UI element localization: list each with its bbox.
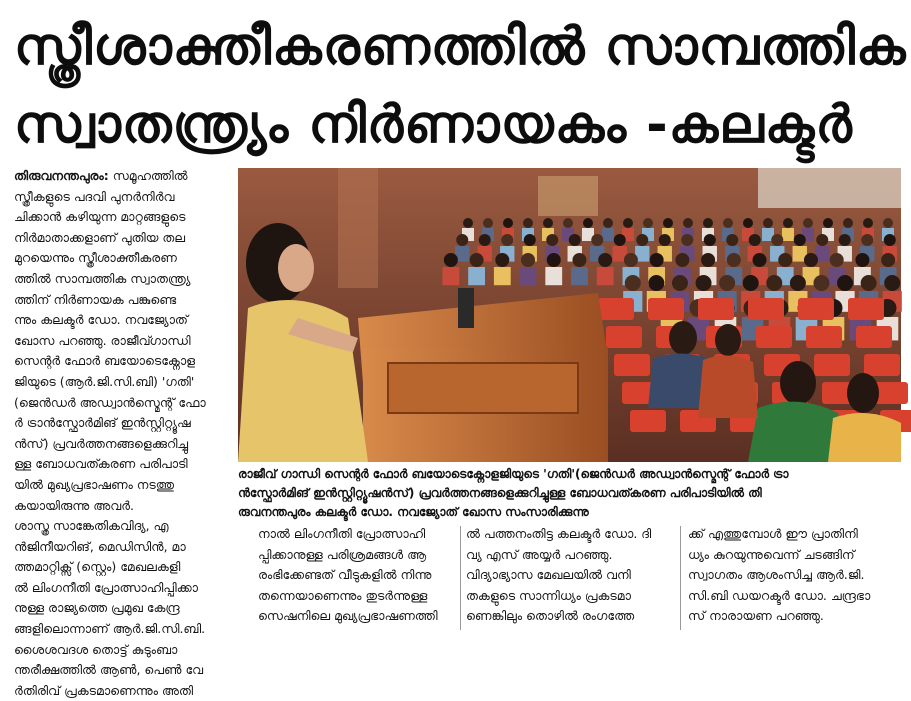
seat: [848, 298, 884, 320]
article-line: (ജെൻഡർ അഡ്വാൻസ്മെന്റ് ഫോ: [14, 394, 206, 410]
front-person-hair: [780, 361, 816, 405]
audience-member-head: [683, 218, 693, 228]
article-line: ക്ക് എത്തുമ്പോൾ ഈ പ്രാതിനി: [688, 526, 858, 541]
audience-member-body: [468, 267, 485, 285]
audience-member-head: [723, 218, 733, 228]
door: [538, 176, 598, 216]
article-line: ൻസ്) പ്രവർത്തനങ്ങളെക്കുറിച്ചു: [14, 435, 189, 451]
article-line: യിൽ മുഖ്യപ്രഭാഷണം നടത്തു: [14, 476, 175, 492]
article-line: സ്വാഗതം ആശംസിച്ച ആർ.ജി.: [688, 567, 865, 583]
audience-member-head: [479, 234, 491, 246]
audience-member-head: [884, 234, 896, 246]
audience-member-head: [463, 218, 473, 228]
article-line: സ്ത്രീകളുടെ പദവി പുനർനിർവ: [14, 188, 175, 204]
seat: [814, 354, 850, 376]
audience-member-head: [470, 253, 484, 267]
audience-member-head: [861, 234, 873, 246]
article-line: നുള്ള രാജ്യത്തെ പ്രമുഖ കേന്ദ്ര: [14, 600, 180, 616]
audience-member-head: [837, 275, 853, 291]
article-first-line: [14, 166, 232, 187]
article-line: ള്ള ബോധവത്കരണ പരിപാടി: [14, 456, 188, 472]
article-line: ൻജിനീയറിങ്, മെഡിസിൻ, മാ: [14, 538, 186, 554]
audience-member-head: [749, 234, 761, 246]
audience-member-head: [696, 275, 712, 291]
front-person-yellow: [828, 413, 901, 462]
seat: [748, 298, 784, 320]
audience-member-head: [563, 218, 573, 228]
audience-member-head: [648, 275, 664, 291]
article-line: ശൈശവദശ തൊട്ട് കുടുംബാ: [14, 641, 178, 657]
audience-member-head: [726, 234, 738, 246]
audience-member-head: [625, 275, 641, 291]
article-line: പ്പിക്കാനുള്ള പരിശ്രമങ്ങൾ ആ: [258, 546, 427, 562]
audience-member-head: [830, 253, 844, 267]
auditorium-photo: [238, 168, 901, 462]
caption-line: ൻസ്ഫോർമിങ് ഇൻസ്റ്റിറ്റ്യൂഷൻസ്) പ്രവർത്തനങ്ങളെക്കുറിച്ചുള്ള ബോധവത്കരണ പരിപാടിയിൽ തി: [238, 486, 762, 500]
audience-member-head: [839, 234, 851, 246]
article-line: ത്തമാറ്റിക്സ് (സ്റ്റെം) മേഖലകളി: [14, 559, 181, 575]
seat: [648, 298, 684, 320]
wall-panel: [338, 168, 378, 288]
article-line: നാൽ ലിംഗനീതി പ്രോത്സാഹി: [258, 526, 426, 541]
seat: [598, 298, 634, 320]
audience-member-head: [843, 218, 853, 228]
audience-member-head: [763, 218, 773, 228]
audience-member-head: [771, 234, 783, 246]
caption-line: രുവനന്തപുരം കലക്ടർ ഡോ. നവജ്യോത് ഖോസ സംസാരിക്കുന്നു: [238, 505, 589, 519]
audience-member-head: [591, 234, 603, 246]
seat: [614, 354, 650, 376]
article-first-line-text: സമൂഹത്തിൽ: [112, 168, 188, 183]
article-line: ണെങ്കിലും തൊഴിൽ രംഗത്തേ: [466, 608, 635, 624]
audience-member-head: [636, 234, 648, 246]
front-person-2-hair: [847, 373, 879, 413]
audience-member-head: [743, 218, 753, 228]
window-light: [758, 168, 901, 208]
audience-member-body: [782, 228, 794, 241]
audience-member-body: [442, 267, 459, 285]
audience-member-head: [546, 234, 558, 246]
audience-member-head: [766, 275, 782, 291]
audience-member-body: [545, 267, 562, 285]
audience-member-head: [704, 234, 716, 246]
article-line: സെഷനിലെ മുഖ്യപ്രഭാഷണത്തി: [258, 608, 438, 624]
article-column-2: [258, 524, 458, 632]
article-column-4: [688, 524, 902, 632]
audience-member-head: [572, 253, 586, 267]
audience-member-head: [804, 253, 818, 267]
article-line: ധ്യം കുറയുന്നുവെന്ന് ചടങ്ങിന്: [688, 546, 855, 562]
article-line: തകളുടെ സാന്നിധ്യം പ്രകടമാ: [466, 587, 631, 603]
article-line: ർതിരിവ് പ്രകടമാണെന്നും അതി: [14, 682, 194, 698]
article-line: കയായിരുന്നു അവർ.: [14, 497, 134, 513]
article-line: ന്തരീക്ഷത്തിൽ ആൺ, പെൺ വേ: [14, 662, 204, 678]
audience-member-head: [614, 234, 626, 246]
audience-member-head: [701, 253, 715, 267]
audience-member-head: [743, 275, 759, 291]
microphone: [458, 288, 474, 328]
audience-member-head: [483, 218, 493, 228]
audience-member-head: [703, 218, 713, 228]
audience-member-head: [603, 218, 613, 228]
audience-member-head: [794, 234, 806, 246]
audience-member-head: [863, 218, 873, 228]
audience-member-head: [623, 218, 633, 228]
article-line: ത്തിന് നിർണായക പങ്കുണ്ടെ: [14, 291, 177, 307]
audience-member-head: [681, 234, 693, 246]
article-line: ത്തിൽ സാമ്പത്തിക സ്വാതന്ത്ര്യ: [14, 270, 191, 286]
speaker-face: [278, 244, 314, 292]
audience-member-body: [602, 228, 614, 241]
photo-caption: [238, 465, 901, 522]
seated-man-head: [669, 321, 697, 355]
news-photo: [238, 168, 901, 462]
column-rule: [680, 526, 681, 630]
audience-member-head: [675, 253, 689, 267]
audience-member-head: [583, 218, 593, 228]
article-line: ജിയുടെ (ആർ.ജി.സി.ബി) 'ഗതി': [14, 373, 195, 389]
audience-member-head: [444, 253, 458, 267]
audience-member-head: [883, 218, 893, 228]
audience-member-head: [523, 218, 533, 228]
audience-member-head: [495, 253, 509, 267]
audience-member-head: [501, 234, 513, 246]
article-line: സെന്റർ ഫോർ ബയോടെക്നോള: [14, 353, 196, 369]
audience-member-body: [520, 267, 537, 285]
audience-member-head: [672, 275, 688, 291]
article-line: ഖോസ പറഞ്ഞു. രാജീവ്ഗാന്ധി: [14, 332, 191, 348]
audience-member-head: [803, 218, 813, 228]
article-line: ങ്ങളിലൊന്നാണ് ആർ.ജി.സി.ബി.: [14, 621, 206, 637]
audience-member-head: [503, 218, 513, 228]
article-line: വിദ്യാഭ്യാസ മേഖലയിൽ വനി: [466, 567, 631, 583]
caption-line: രാജീവ് ഗാന്ധി സെന്റർ ഫോർ ബയോടെക്നോളജിയുടെ 'ഗതി'(ജെൻഡർ അഡ്വാൻസ്മെന്റ് ഫോർ ട്രാ: [238, 467, 789, 481]
audience-member-head: [719, 275, 735, 291]
seat: [806, 326, 842, 348]
dateline: തിരുവനന്തപുരം:: [14, 168, 109, 183]
article-line: നിർമാതാക്കളാണ് പുതിയ തല: [14, 229, 186, 245]
seat: [630, 410, 666, 432]
audience-member-head: [884, 275, 900, 291]
audience-member-head: [753, 253, 767, 267]
article-line: മുറയെന്നും സ്ത്രീശാക്തീകരണ: [14, 250, 177, 266]
audience-member-head: [659, 234, 671, 246]
article-line: തന്നെയാണെന്നും തുടർന്നുള്ള: [258, 587, 428, 603]
audience-member-head: [823, 218, 833, 228]
audience-member-head: [456, 234, 468, 246]
audience-member-head: [816, 234, 828, 246]
article-line: ർ ട്രാൻസ്ഫോർമിങ് ഇൻസ്റ്റിറ്റ്യൂഷ: [14, 415, 191, 431]
audience-member-head: [650, 253, 664, 267]
audience-member-head: [569, 234, 581, 246]
seat: [798, 298, 834, 320]
seat: [856, 326, 892, 348]
audience-member-head: [547, 253, 561, 267]
article-column-3: [466, 524, 676, 632]
audience-member-head: [543, 218, 553, 228]
column-rule: [460, 526, 461, 630]
audience-member-head: [881, 253, 895, 267]
audience-member-body: [597, 267, 614, 285]
audience-member-head: [521, 253, 535, 267]
seated-woman-head: [715, 324, 741, 356]
audience-member-head: [790, 275, 806, 291]
article-line: ശാസ്ത്ര സാങ്കേതികവിദ്യ, എ: [14, 518, 169, 534]
audience-member-head: [861, 275, 877, 291]
audience-member-head: [783, 218, 793, 228]
audience-member-head: [778, 253, 792, 267]
seat: [606, 326, 642, 348]
audience-member-head: [624, 253, 638, 267]
audience-member-head: [524, 234, 536, 246]
seat: [864, 354, 900, 376]
audience-member-body: [494, 267, 511, 285]
article-line: സി.ബി ഡയറക്ടർ ഡോ. ചന്ദ്രഭാ: [688, 587, 871, 603]
headline-line-1: സ്ത്രീശാക്തീകരണത്തിൽ സാമ്പത്തിക: [14, 17, 907, 77]
audience-member-head: [643, 218, 653, 228]
article-line: വ്യ എസ് അയ്യർ പറഞ്ഞു.: [466, 546, 613, 562]
audience-member-head: [727, 253, 741, 267]
audience-member-head: [598, 253, 612, 267]
article-line: ന്നും കലക്ടർ ഡോ. നവജ്യോത്: [14, 312, 188, 328]
article-line: ൽ പത്തനംതിട്ട കലക്ടർ ഡോ. ദി: [466, 526, 652, 541]
article-column-1: [14, 166, 232, 698]
podium-panel: [388, 363, 578, 413]
seated-woman: [698, 355, 758, 418]
audience-member-head: [813, 275, 829, 291]
audience-member-head: [855, 253, 869, 267]
article-line: ചിക്കാൻ കഴിയുന്ന മാറ്റങ്ങളുടെ: [14, 209, 186, 225]
audience-member-head: [663, 218, 673, 228]
seat: [756, 326, 792, 348]
article-line: രംഭിക്കേണ്ടത് വീടുകളിൽ നിന്നു: [258, 567, 432, 583]
audience-member-body: [571, 267, 588, 285]
seat: [698, 298, 734, 320]
article-line: ൽ ലിംഗനീതി പ്രോത്സാഹിപ്പിക്കാ: [14, 579, 198, 595]
headline: [14, 8, 907, 164]
article-line: സ് നാരായണ പറഞ്ഞു.: [688, 608, 824, 624]
headline-line-2: സ്വാതന്ത്ര്യം നിർണായകം -കലക്ടർ: [14, 95, 853, 155]
